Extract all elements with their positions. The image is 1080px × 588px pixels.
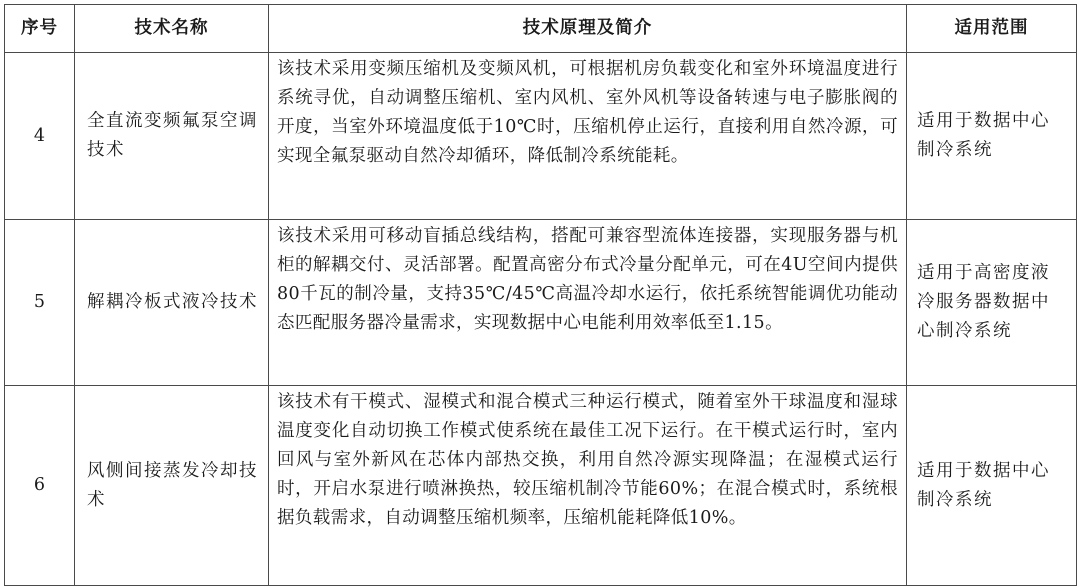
row-serial-number: 4 [5,53,75,220]
row-serial-number: 5 [5,220,75,386]
table-row [5,220,1077,386]
row-application-scope: 适用于数据中心制冷系统 [907,386,1077,586]
header-application-scope: 适用范围 [907,5,1077,53]
row-technology-name: 解耦冷板式液冷技术 [75,220,269,386]
table-row [5,53,1077,220]
header-technology-name: 技术名称 [75,5,269,53]
row-principle-description: 该技术采用变频压缩机及变频风机，可根据机房负载变化和室外环境温度进行系统寻优，自动调整压缩机、室内风机、室外风机等设备转速与电子膨胀阀的开度，当室外环境温度低于10℃时，压缩机停止运行，直接利用自然冷源，可实现全氟泵驱动自然冷却循环，降低制冷系统能耗。 [269,53,907,220]
technology-table [4,4,1077,586]
row-serial-number: 6 [5,386,75,586]
table-row [5,386,1077,586]
row-technology-name: 全直流变频氟泵空调技术 [75,53,269,220]
row-application-scope: 适用于高密度液冷服务器数据中心制冷系统 [907,220,1077,386]
header-principle-description: 技术原理及简介 [269,5,907,53]
table-header-row [5,5,1077,53]
row-application-scope: 适用于数据中心制冷系统 [907,53,1077,220]
row-principle-description: 该技术有干模式、湿模式和混合模式三种运行模式，随着室外干球温度和湿球温度变化自动切换工作模式使系统在最佳工况下运行。在干模式运行时，室内回风与室外新风在芯体内部热交换，利用自然冷源实现降温；在湿模式运行时，开启水泵进行喷淋换热，较压缩机制冷节能60%；在混合模式时，系统根据负载需求，自动调整压缩机频率，压缩机能耗降低10%。 [269,386,907,586]
row-principle-description: 该技术采用可移动盲插总线结构，搭配可兼容型流体连接器，实现服务器与机柜的解耦交付、灵活部署。配置高密分布式冷量分配单元，可在4U空间内提供80千瓦的制冷量，支持35℃/45℃高温冷却水运行，依托系统智能调优功能动态匹配服务器冷量需求，实现数据中心电能利用效率低至1.15。 [269,220,907,386]
header-serial-number: 序号 [5,5,75,53]
row-technology-name: 风侧间接蒸发冷却技术 [75,386,269,586]
